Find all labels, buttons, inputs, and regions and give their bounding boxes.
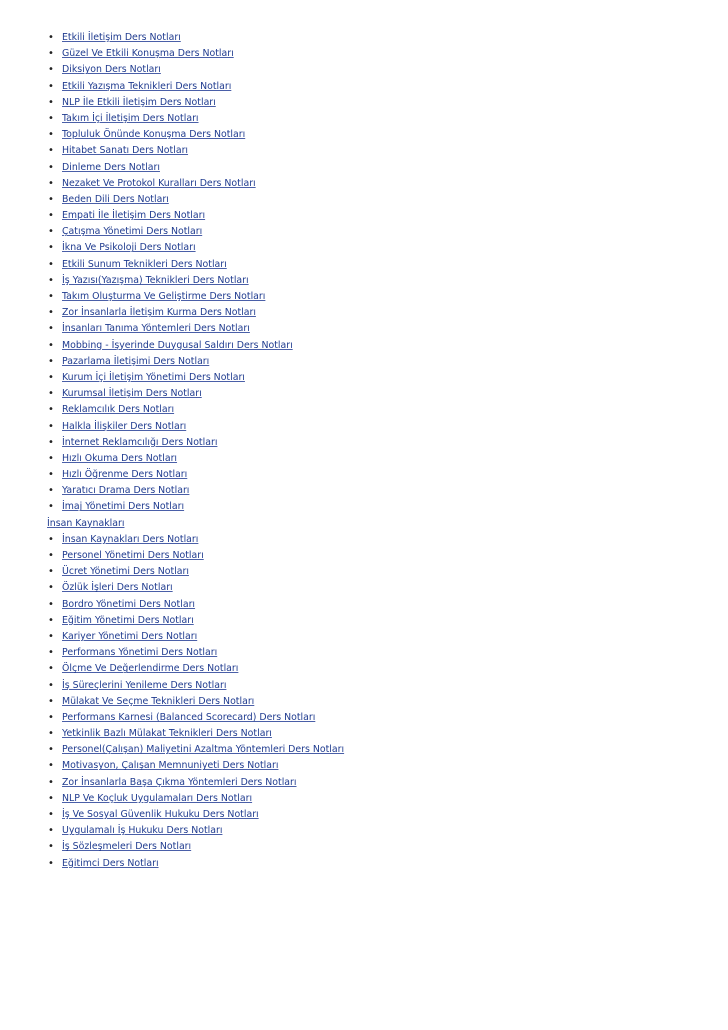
- course-notes-link[interactable]: Etkili İletişim Ders Notları: [62, 32, 181, 43]
- list-item: [48, 532, 728, 548]
- course-notes-link[interactable]: Uygulamalı İş Hukuku Ders Notları: [62, 825, 223, 837]
- course-notes-link[interactable]: Kurumsal İletişim Ders Notları: [62, 388, 202, 400]
- course-notes-link[interactable]: Yaratıcı Drama Ders Notları: [62, 485, 190, 497]
- bullet-icon: •: [48, 485, 54, 497]
- list-item: [48, 467, 728, 483]
- list-item: [48, 240, 728, 256]
- bullet-icon: •: [48, 679, 54, 691]
- course-notes-link[interactable]: Dinleme Ders Notları: [62, 161, 160, 173]
- list-item: [48, 111, 728, 127]
- course-notes-link[interactable]: Hızlı Okuma Ders Notları: [62, 452, 178, 464]
- list-item: [48, 807, 728, 823]
- bullet-icon: •: [48, 744, 54, 756]
- bullet-icon: •: [48, 258, 54, 270]
- course-notes-link[interactable]: İş Ve Sosyal Güvenlik Hukuku Ders Notları: [62, 809, 259, 820]
- course-notes-link[interactable]: Çatışma Yönetimi Ders Notları: [62, 226, 203, 238]
- course-notes-link[interactable]: NLP İle Etkili İletişim Ders Notları: [62, 96, 216, 108]
- course-notes-link[interactable]: Motivasyon, Çalışan Memnuniyeti Ders Notları: [62, 760, 279, 772]
- bullet-icon: •: [48, 80, 54, 92]
- bullet-icon: •: [48, 501, 54, 513]
- bullet-icon: •: [48, 566, 54, 578]
- list-item: [48, 710, 728, 726]
- list-item: [48, 192, 728, 208]
- list-item: [48, 289, 728, 305]
- course-notes-link[interactable]: Nezaket Ve Protokol Kuralları Ders Notları: [62, 177, 256, 189]
- course-notes-link[interactable]: Personel Yönetimi Ders Notları: [62, 550, 204, 561]
- bullet-icon: •: [48, 112, 54, 124]
- document-page: [0, 30, 728, 872]
- bullet-icon: •: [48, 598, 54, 610]
- course-notes-link[interactable]: Performans Karnesi (Balanced Scorecard) Ders Notları: [62, 711, 316, 723]
- bullet-icon: •: [48, 647, 54, 659]
- list-item: [48, 273, 728, 289]
- course-notes-link[interactable]: Takım İçi İletişim Ders Notları: [62, 112, 199, 124]
- list-item: [48, 742, 728, 758]
- course-notes-link[interactable]: İmaj Yönetimi Ders Notları: [62, 501, 185, 513]
- bullet-icon: •: [48, 614, 54, 626]
- bullet-icon: •: [48, 193, 54, 205]
- bullet-icon: •: [48, 857, 54, 869]
- list-item: [48, 46, 728, 62]
- course-notes-link[interactable]: İş Yazısı(Yazışma) Teknikleri Ders Notları: [62, 274, 249, 286]
- bullet-icon: •: [48, 760, 54, 772]
- list-item: [48, 856, 728, 872]
- list-item: [48, 758, 728, 774]
- bullet-icon: •: [48, 96, 54, 108]
- bullet-icon: •: [48, 809, 54, 820]
- course-notes-link[interactable]: İnsan Kaynakları Ders Notları: [62, 533, 199, 545]
- course-notes-link[interactable]: Beden Dili Ders Notları: [62, 193, 169, 205]
- course-notes-link[interactable]: Eğitimci Ders Notları: [62, 857, 159, 869]
- course-notes-link[interactable]: Mobbing - İşyerinde Duygusal Saldırı Ders Notları: [62, 339, 293, 351]
- bullet-icon: •: [48, 145, 54, 157]
- course-notes-link[interactable]: Yetkinlik Bazlı Mülakat Teknikleri Ders Notları: [62, 728, 272, 740]
- list-item: [48, 79, 728, 95]
- bullet-icon: •: [48, 48, 54, 60]
- bullet-icon: •: [48, 533, 54, 545]
- course-notes-link[interactable]: Etkili Sunum Teknikleri Ders Notları: [62, 258, 227, 270]
- list-item: [48, 791, 728, 807]
- bullet-icon: •: [48, 242, 54, 254]
- list-item: [48, 354, 728, 370]
- list-item: [48, 370, 728, 386]
- list-item: [48, 564, 728, 580]
- course-notes-link[interactable]: Güzel Ve Etkili Konuşma Ders Notları: [62, 48, 234, 60]
- bullet-icon: •: [48, 177, 54, 189]
- course-notes-link[interactable]: İnsanları Tanıma Yöntemleri Ders Notları: [62, 323, 250, 335]
- list-item: [48, 580, 728, 596]
- bullet-icon: •: [48, 663, 54, 675]
- bullet-icon: •: [48, 630, 54, 642]
- bullet-icon: •: [48, 728, 54, 740]
- bullet-icon: •: [48, 420, 54, 432]
- list-item: [48, 30, 728, 46]
- course-notes-link[interactable]: Kurum İçi İletişim Yönetimi Ders Notları: [62, 371, 245, 383]
- bullet-icon: •: [48, 323, 54, 335]
- course-notes-link[interactable]: Pazarlama İletişimi Ders Notları: [62, 355, 210, 367]
- course-notes-link[interactable]: Zor İnsanlarla Başa Çıkma Yöntemleri Ders Notları: [62, 776, 297, 788]
- bullet-icon: •: [48, 129, 54, 141]
- course-notes-link[interactable]: Hitabet Sanatı Ders Notları: [62, 145, 189, 157]
- bullet-icon: •: [48, 226, 54, 238]
- bullet-icon: •: [48, 388, 54, 400]
- list-item: [48, 402, 728, 418]
- bullet-icon: •: [48, 825, 54, 837]
- list-item: [48, 127, 728, 143]
- course-notes-link[interactable]: Ölçme Ve Değerlendirme Ders Notları: [62, 663, 239, 675]
- list-item: [48, 645, 728, 661]
- course-notes-link[interactable]: İkna Ve Psikoloji Ders Notları: [62, 242, 196, 254]
- list-item: [48, 386, 728, 402]
- bullet-icon: •: [48, 291, 54, 302]
- list-item: [48, 823, 728, 839]
- bullet-icon: •: [48, 695, 54, 707]
- list-item: [48, 597, 728, 613]
- bullet-icon: •: [48, 776, 54, 788]
- course-notes-link[interactable]: Empati İle İletişim Ders Notları: [62, 210, 206, 222]
- course-notes-link[interactable]: Ücret Yönetimi Ders Notları: [62, 566, 189, 578]
- bullet-icon: •: [48, 550, 54, 561]
- list-item: [48, 208, 728, 224]
- course-notes-link[interactable]: Bordro Yönetimi Ders Notları: [62, 598, 196, 610]
- course-notes-link[interactable]: Eğitim Yönetimi Ders Notları: [62, 614, 194, 626]
- bullet-icon: •: [48, 711, 54, 723]
- course-notes-link[interactable]: Reklamcılık Ders Notları: [62, 404, 175, 416]
- bullet-icon: •: [48, 371, 54, 383]
- bullet-icon: •: [48, 64, 54, 76]
- bullet-icon: •: [48, 274, 54, 286]
- course-notes-link[interactable]: Diksiyon Ders Notları: [62, 64, 161, 76]
- course-notes-link[interactable]: Kariyer Yönetimi Ders Notları: [62, 630, 198, 642]
- bullet-icon: •: [48, 469, 54, 481]
- list-item: [48, 435, 728, 451]
- bullet-icon: •: [48, 355, 54, 367]
- list-item: [48, 257, 728, 273]
- list-item: [48, 224, 728, 240]
- list-item: [48, 160, 728, 176]
- course-notes-link[interactable]: Personel(Çalışan) Maliyetini Azaltma Yöntemleri Ders Notları: [62, 744, 345, 756]
- bullet-icon: •: [48, 841, 54, 853]
- list-item: [48, 338, 728, 354]
- list-item: [48, 629, 728, 645]
- course-notes-link[interactable]: Topluluk Önünde Konuşma Ders Notları: [62, 129, 246, 141]
- bullet-icon: •: [48, 339, 54, 351]
- list-item: [48, 678, 728, 694]
- list-item: [48, 839, 728, 855]
- list-item: [48, 613, 728, 629]
- list-item: [48, 321, 728, 337]
- list-item: [48, 305, 728, 321]
- human-resources-notes-list: [0, 532, 728, 872]
- list-item: [48, 726, 728, 742]
- course-notes-link[interactable]: İş Süreçlerini Yenileme Ders Notları: [62, 679, 227, 691]
- list-item: [48, 499, 728, 515]
- bullet-icon: •: [48, 210, 54, 222]
- course-notes-link[interactable]: NLP Ve Koçluk Uygulamaları Ders Notları: [62, 792, 253, 804]
- list-item: [48, 694, 728, 710]
- bullet-icon: •: [48, 161, 54, 173]
- section-heading-human-resources[interactable]: İnsan Kaynakları: [47, 517, 125, 529]
- course-notes-link[interactable]: Hızlı Öğrenme Ders Notları: [62, 469, 188, 481]
- course-notes-link[interactable]: İnternet Reklamcılığı Ders Notları: [62, 436, 218, 448]
- bullet-icon: •: [48, 792, 54, 804]
- course-notes-link[interactable]: Takım Oluşturma Ve Geliştirme Ders Notları: [62, 291, 266, 302]
- list-item: [48, 62, 728, 78]
- course-notes-link[interactable]: Halkla İlişkiler Ders Notları: [62, 420, 187, 432]
- course-notes-list: [0, 30, 728, 516]
- list-item: [48, 548, 728, 564]
- bullet-icon: •: [48, 32, 54, 43]
- bullet-icon: •: [48, 582, 54, 594]
- list-item: [48, 176, 728, 192]
- list-item: [48, 419, 728, 435]
- course-notes-link[interactable]: İş Sözleşmeleri Ders Notları: [62, 841, 192, 853]
- bullet-icon: •: [48, 404, 54, 416]
- bullet-icon: •: [48, 436, 54, 448]
- course-notes-link[interactable]: Etkili Yazışma Teknikleri Ders Notları: [62, 80, 232, 92]
- list-item: [48, 451, 728, 467]
- list-item: [48, 95, 728, 111]
- course-notes-link[interactable]: Mülakat Ve Seçme Teknikleri Ders Notları: [62, 695, 255, 707]
- list-item: [48, 143, 728, 159]
- list-item: [48, 775, 728, 791]
- course-notes-link[interactable]: Özlük İşleri Ders Notları: [62, 582, 173, 594]
- course-notes-link[interactable]: Zor İnsanlarla İletişim Kurma Ders Notları: [62, 307, 256, 319]
- bullet-icon: •: [48, 307, 54, 319]
- bullet-icon: •: [48, 452, 54, 464]
- course-notes-link[interactable]: Performans Yönetimi Ders Notları: [62, 647, 218, 659]
- list-item: [48, 483, 728, 499]
- list-item: [48, 661, 728, 677]
